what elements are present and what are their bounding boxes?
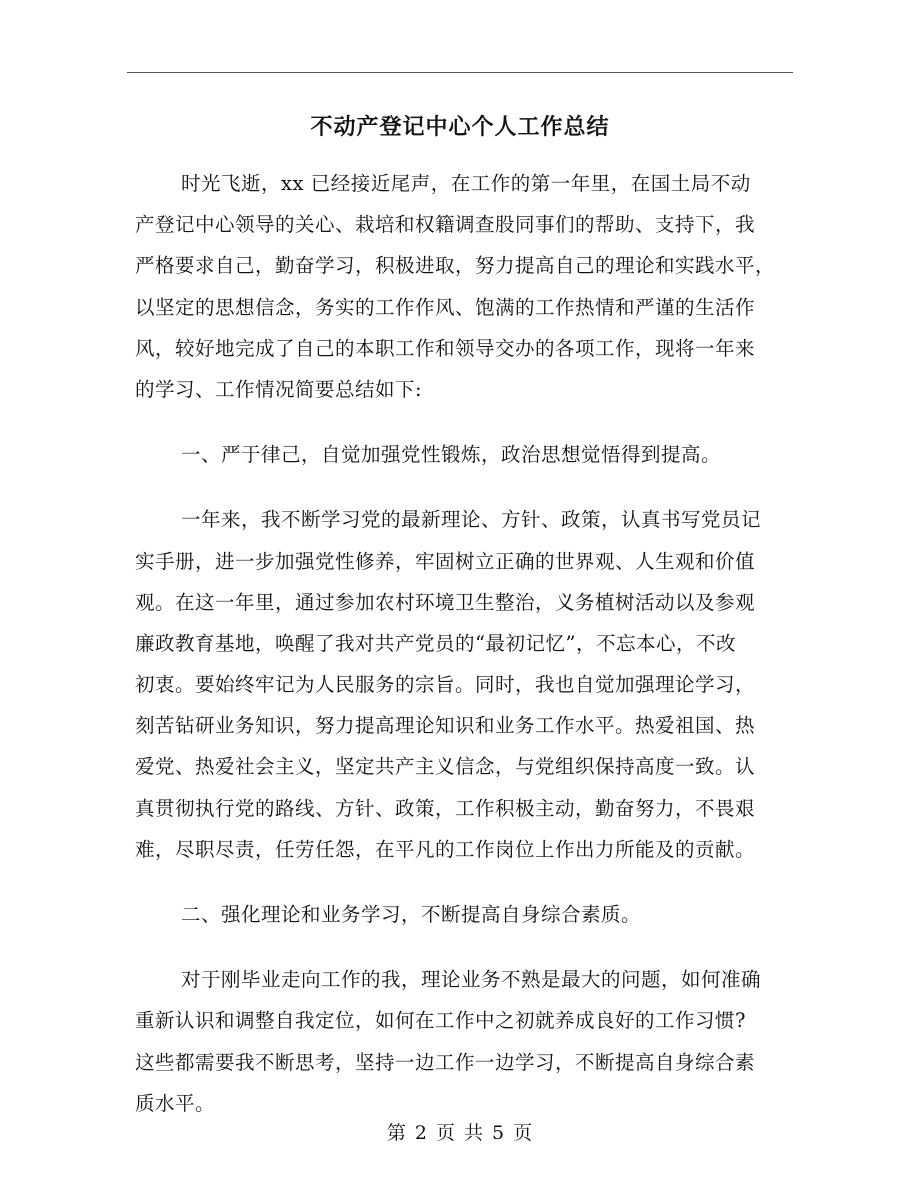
page-footer (0, 1118, 920, 1145)
paragraph (135, 499, 785, 870)
paragraph-line: 时光飞逝，xx 已经接近尾声，在工作的第一年里，在国土局不动 (181, 172, 751, 195)
paragraph-line: 重新认识和调整自我定位，如何在工作中之初就养成良好的工作习惯? (135, 1009, 746, 1033)
document-body (135, 163, 785, 1124)
paragraph-line: 以坚定的思想信念，务实的工作作风、饱满的工作热情和严谨的生活作 (135, 295, 756, 319)
paragraph-line: 产登记中心领导的关心、栽培和权籍调查股同事们的帮助、支持下，我 (135, 213, 756, 237)
section-heading-text: 一、严于律己，自觉加强党性锻炼，政治思想觉悟得到提高。 (181, 443, 722, 467)
page-label-prefix: 第 (386, 1122, 407, 1144)
paragraph (135, 163, 785, 410)
paragraph-line: 廉政教育基地，唤醒了我对共产党员的“最初记忆”，不忘本心，不改 (135, 631, 736, 655)
header-rule (127, 72, 793, 73)
current-page-number: 2 (414, 1122, 428, 1144)
paragraph-line: 刻苦钻研业务知识，努力提高理论知识和业务工作水平。热爱祖国、热 (135, 714, 756, 738)
paragraph-line: 对于刚毕业走向工作的我，理论业务不熟是最大的问题，如何准确 (181, 968, 762, 992)
section-heading (135, 434, 785, 475)
paragraph-line: 初衷。要始终牢记为人民服务的宗旨。同时，我也自觉加强理论学习， (135, 673, 756, 697)
paragraph-line: 爱党、热爱社会主义，坚定共产主义信念，与党组织保持高度一致。认 (135, 755, 756, 779)
paragraph-line: 的学习、工作情况简要总结如下: (135, 377, 423, 401)
paragraph (135, 959, 785, 1124)
paragraph-line: 质水平。 (135, 1091, 216, 1115)
paragraph-line: 严格要求自己，勤奋学习，积极进取，努力提高自己的理论和实践水平， (135, 254, 776, 278)
total-pages-number: 5 (492, 1122, 506, 1144)
paragraph-line: 真贯彻执行党的路线、方针、政策，工作积极主动，勤奋努力，不畏艰 (135, 796, 756, 820)
document-title: 不动产登记中心个人工作总结 (310, 114, 610, 140)
page-label-suffix: 页 (513, 1122, 534, 1144)
paragraph-line: 实手册，进一步加强党性修养，牢固树立正确的世界观、人生观和价值 (135, 549, 756, 573)
section-heading (135, 894, 785, 935)
paragraph-line: 难，尽职尽责，任劳任怨，在平凡的工作岗位上作出力所能及的贡献。 (135, 837, 756, 861)
paragraph-line: 这些都需要我不断思考，坚持一边工作一边学习，不断提高自身综合素 (135, 1050, 756, 1074)
section-heading-text: 二、强化理论和业务学习，不断提高自身综合素质。 (181, 903, 642, 926)
page-label-mid: 页 (435, 1122, 456, 1144)
paragraph-line: 观。在这一年里，通过参加农村环境卫生整治，义务植树活动以及参观 (135, 590, 756, 614)
paragraph-line: 一年来，我不断学习党的最新理论、方针、政策，认真书写党员记 (181, 508, 762, 532)
total-label: 共 (464, 1122, 485, 1144)
paragraph-line: 风，较好地完成了自己的本职工作和领导交办的各项工作，现将一年来 (135, 336, 756, 360)
